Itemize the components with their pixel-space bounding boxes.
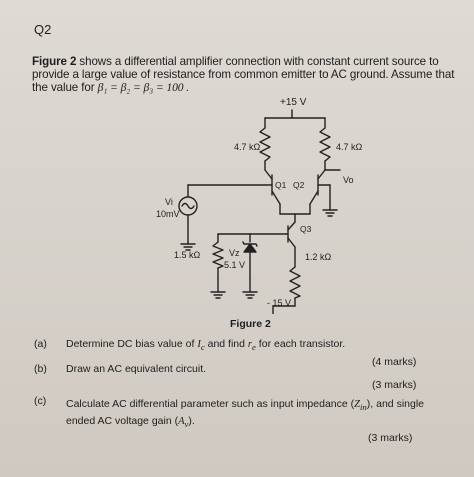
q2-collector [318,170,325,179]
input-label: Vi [165,197,173,207]
output-label: Vo [343,175,354,185]
re-symbol: r [247,339,252,350]
question-c-text-part: ), and single [366,398,424,410]
rc2-label: 4.7 kΩ [336,142,363,152]
question-a-text [66,338,396,354]
zener-value: 5.1 V [224,260,246,270]
rc1-label: 4.7 kΩ [234,142,261,152]
question-c-text [66,397,446,431]
rc2-resistor [320,128,330,161]
av-subscript: v [184,419,189,430]
zener-diode [244,244,256,252]
circuit-diagram [140,92,380,314]
zin-symbol: Z [354,399,360,410]
beta-formula: β₁ = β₂ = β₃ = 100 . [97,81,190,94]
q3-emitter [288,238,295,247]
intro-text: shows a differential amplifier connection with constant current source to provide a large value of resistance from common emitter to AC ground. Assume that the value for [32,55,455,94]
question-a-text-part: for each transistor. [255,338,346,350]
question-a-label: (a) [34,338,47,350]
vee-label: - 15 V [267,298,292,308]
question-b-text: Draw an AC equivalent circuit. [66,363,207,375]
input-value: 10mV [156,209,180,219]
rc1-resistor [260,128,270,161]
ic-symbol: I [197,339,201,350]
q3-label: Q3 [300,224,312,234]
bias-resistor-label: 1.5 kΩ [174,250,201,260]
question-c-marks: (3 marks) [368,432,413,444]
re-subscript: e [252,342,256,353]
q1-label: Q1 [275,180,287,190]
question-a-text-part: and find [204,338,248,350]
bias-resistor [213,242,223,268]
q2-emitter [310,191,318,204]
av-symbol: A [178,416,185,428]
figure-caption: Figure 2 [230,318,271,330]
zener-label: Vz [229,248,240,258]
figure-reference: Figure 2 [32,55,77,68]
re-resistor [290,267,300,298]
q1-collector [265,170,272,179]
question-a-text-part: Determine DC bias value of [66,338,198,350]
question-number: Q2 [34,22,52,37]
re-label: 1.2 kΩ [305,252,332,262]
q3-collector [288,222,295,230]
question-c-text-part: ). [188,415,195,428]
vcc-label: +15 V [280,97,307,108]
question-c-label: (c) [34,395,47,407]
q1-emitter [272,191,280,204]
zin-subscript: in [359,402,367,413]
question-c-text-part: ended AC voltage gain ( [66,415,179,428]
question-b-label: (b) [34,363,47,375]
question-a-marks: (4 marks) [372,356,417,368]
question-intro [32,55,462,94]
q2-label: Q2 [293,180,305,190]
ic-subscript: c [200,342,205,353]
question-b-marks: (3 marks) [372,379,417,391]
question-c-text-part: Calculate AC differential parameter such as input impedance ( [66,398,355,410]
